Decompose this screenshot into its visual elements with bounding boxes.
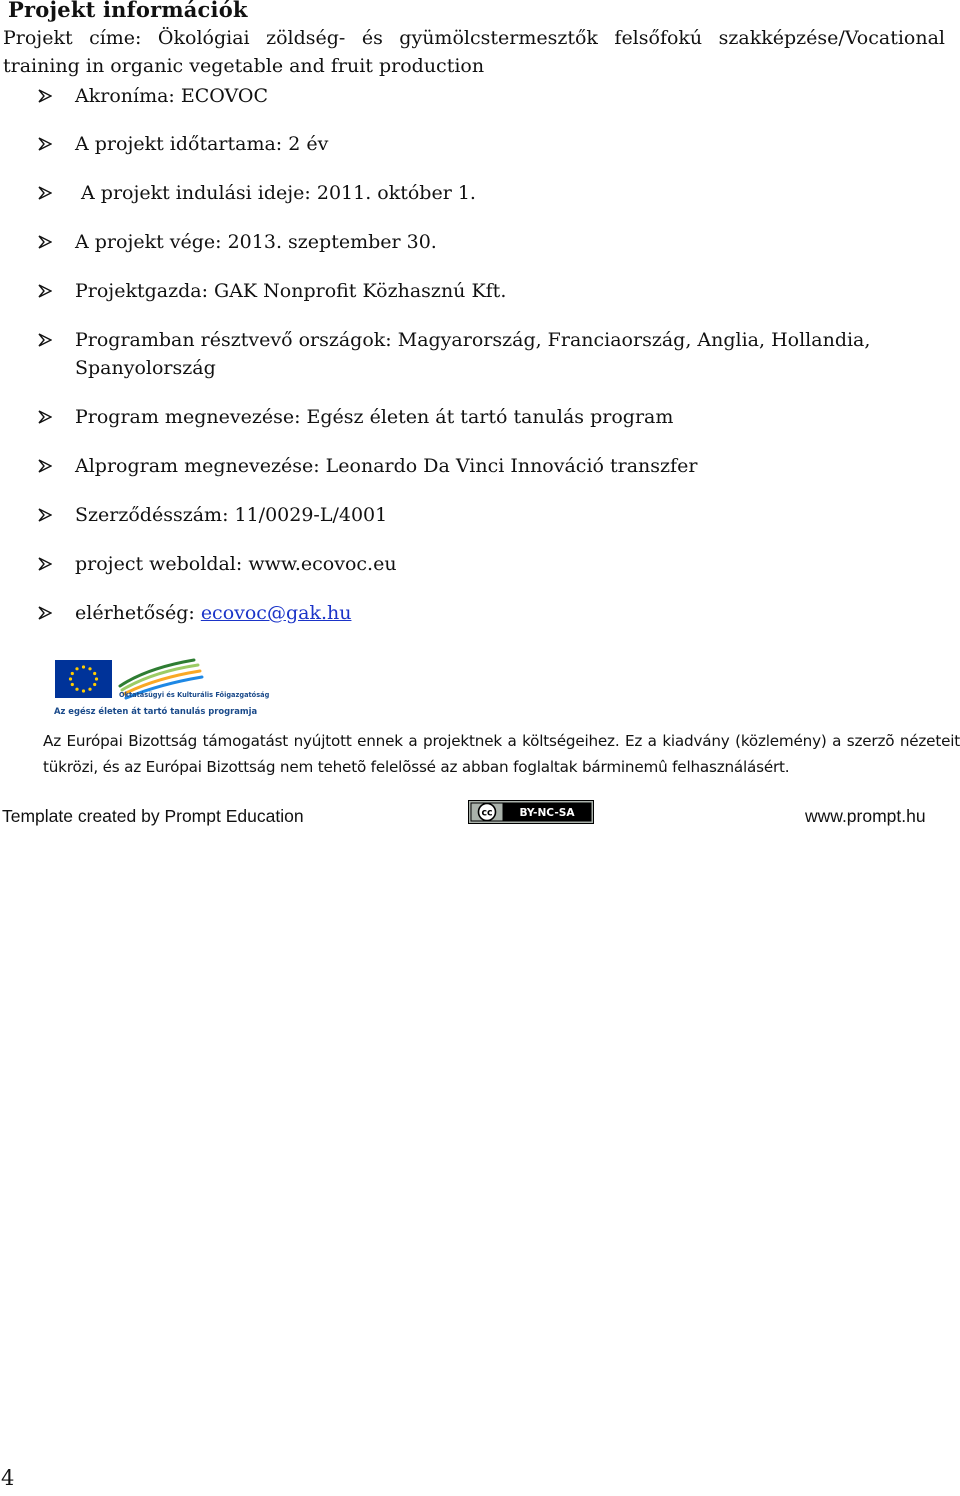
contact-label: elérhetőség:	[75, 602, 201, 624]
list-item-contract-number	[38, 501, 918, 529]
list-item-project-owner	[38, 277, 918, 305]
list-item-duration	[38, 130, 918, 158]
disclaimer-line-2: tükrözi, és az Európai Bizottság nem tehetõ felelõssé az abban foglaltak bárminemû felhasználásért.	[43, 758, 790, 776]
list-item-end-date	[38, 228, 918, 256]
arrow-bullet-icon	[38, 333, 52, 347]
arrow-bullet-icon	[38, 89, 52, 103]
contact-email-link[interactable]: ecovoc@gak.hu	[200, 602, 352, 624]
list-item-text: Akroníma: ECOVOC	[75, 85, 269, 107]
list-item-text: A projekt időtartama: 2 év	[75, 133, 329, 155]
list-item-subprogram	[38, 452, 918, 480]
list-item-program-name	[38, 403, 918, 431]
eu-program-logos	[52, 656, 277, 720]
list-item-text: A projekt indulási ideje: 2011. október 1.	[75, 182, 476, 204]
list-item-text: Programban résztvevő országok: Magyarország, Franciaország, Anglia, Hollandia, Spanyolország	[75, 329, 871, 379]
cc-icon-label: cc	[481, 807, 493, 819]
list-item-start-date	[38, 179, 918, 207]
arrow-bullet-icon	[38, 606, 52, 620]
arrow-bullet-icon	[38, 508, 52, 522]
eu-flag-and-llp-logo	[52, 656, 277, 720]
list-item-website	[38, 550, 918, 578]
agency-name: Oktatásügyi és Kulturális Főigazgatóság	[119, 691, 270, 699]
page-heading: Projekt információk	[8, 0, 248, 22]
cc-license-text: BY-NC-SA	[519, 807, 575, 819]
arrow-bullet-icon	[38, 459, 52, 473]
arrow-bullet-icon	[38, 235, 52, 249]
project-title-line-2: training in organic vegetable and fruit production	[3, 55, 485, 77]
arrow-bullet-icon	[38, 410, 52, 424]
cc-license-badge[interactable]	[468, 800, 594, 824]
list-item-text: Szerződésszám: 11/0029-L/4001	[75, 504, 388, 526]
list-item-contact	[38, 599, 918, 627]
footer-website: www.prompt.hu	[805, 806, 926, 826]
project-title-line-1: Projekt címe: Ökológiai zöldség- és gyümölcstermesztők felsőfokú szakképzése/Vocational	[3, 27, 945, 49]
eu-disclaimer	[43, 728, 960, 780]
list-item-text: Projektgazda: GAK Nonprofit Közhasznú Kft.	[75, 280, 507, 302]
list-item-text: Program megnevezése: Egész életen át tartó tanulás program	[75, 406, 674, 428]
list-item-text: Alprogram megnevezése: Leonardo Da Vinci Innováció transzfer	[75, 455, 698, 477]
arrow-bullet-icon	[38, 186, 52, 200]
program-tagline: Az egész életen át tartó tanulás programja	[54, 706, 258, 716]
arrow-bullet-icon	[38, 137, 52, 151]
page-number: 4	[1, 1466, 15, 1490]
list-item-text: A projekt vége: 2013. szeptember 30.	[75, 231, 437, 253]
arrow-bullet-icon	[38, 557, 52, 571]
list-item-countries	[38, 326, 904, 382]
arrow-bullet-icon	[38, 284, 52, 298]
list-item-text: project weboldal: www.ecovoc.eu	[75, 553, 397, 575]
footer-template-credit: Template created by Prompt Education	[2, 806, 304, 826]
disclaimer-line-1: Az Európai Bizottság támogatást nyújtott ennek a projektnek a költségeihez. Ez a kiadvány (közlemény) a szerzõ nézeteit	[43, 732, 960, 750]
list-item-text	[38, 599, 918, 627]
list-item-acronym	[38, 82, 918, 110]
